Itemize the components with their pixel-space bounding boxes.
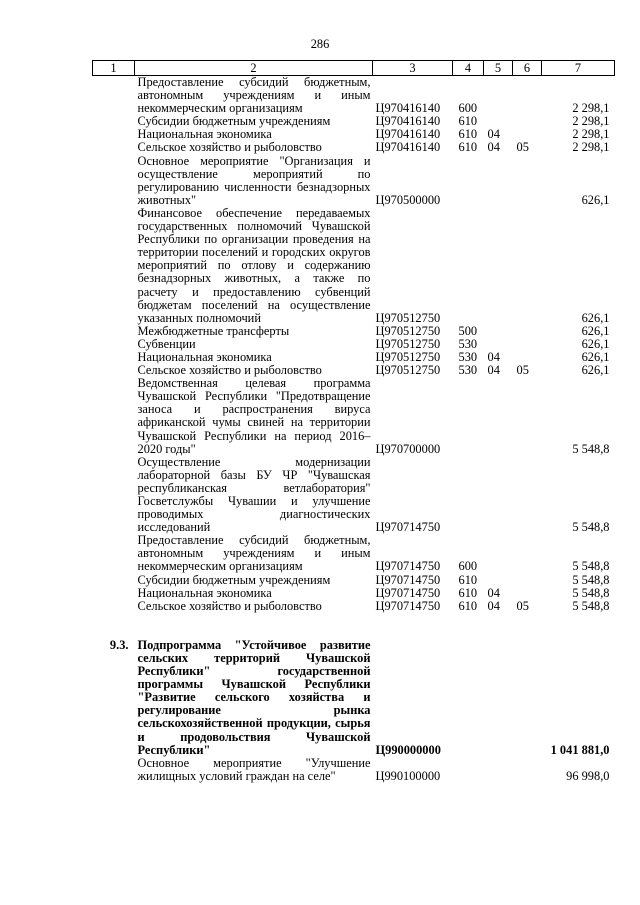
expense-type-cell: 530 — [458, 363, 478, 378]
column-number-header — [93, 61, 615, 76]
amount-cell: 2 298,1 — [572, 101, 610, 116]
item-name-cell: Основное мероприятие "Организация и осуществление мероприятий по регулированию численности безнадзорных животных" — [137, 153, 371, 207]
table-row — [93, 325, 615, 338]
amount-cell: 626,1 — [581, 336, 610, 351]
target-code-cell: Ц970714750 — [375, 520, 441, 535]
item-name-cell: Предоставление субсидий бюджетным, автономным учреждениям и иным некоммерческим организациям — [137, 533, 371, 574]
table-row — [93, 155, 615, 207]
page-number: 286 — [310, 37, 330, 51]
section-cell — [484, 534, 513, 573]
section-cell: 04 — [487, 585, 500, 600]
subsection-cell — [513, 338, 542, 351]
expense-type-cell: 600 — [458, 101, 478, 116]
row-number-cell — [93, 141, 135, 154]
expense-type-cell — [453, 155, 484, 207]
table-row — [93, 456, 615, 535]
item-name-cell: Субсидии бюджетным учреждениям — [137, 114, 331, 129]
col-header-7: 7 — [542, 61, 615, 76]
expense-type-cell: 530 — [458, 336, 478, 351]
row-number-cell — [93, 574, 135, 587]
expense-type-cell — [453, 456, 484, 535]
table-row — [93, 207, 615, 325]
amount-cell: 2 298,1 — [572, 127, 610, 142]
section-cell — [484, 574, 513, 587]
target-code-cell: Ц990000000 — [375, 742, 441, 757]
subsection-cell — [513, 325, 542, 338]
item-name-cell: Подпрограмма "Устойчивое развитие сельских территорий Чувашской Республики" государственной программы Чувашской Республики "Развитие сельского хозяйства и регулирование рынка сельскохозяйственной продукции, сырья и продовольствия Чувашской Республики" — [137, 637, 371, 757]
section-cell — [484, 639, 513, 757]
subsection-cell — [513, 456, 542, 535]
target-code-cell: Ц970416140 — [375, 140, 441, 155]
subsection-cell — [513, 574, 542, 587]
target-code-cell: Ц970512750 — [375, 363, 441, 378]
table-row — [93, 574, 615, 587]
budget-table — [92, 60, 615, 783]
target-code-cell: Ц970714750 — [375, 585, 441, 600]
row-number-cell: 9.3. — [109, 637, 129, 652]
section-cell: 04 — [487, 140, 500, 155]
target-code-cell: Ц970714750 — [375, 572, 441, 587]
table-row — [93, 377, 615, 456]
section-cell — [484, 325, 513, 338]
table-body — [93, 76, 615, 783]
item-name-cell: Осуществление модернизации лабораторной базы БУ ЧР "Чувашская республиканская ветлаборатория" Госветслужбы Чувашии и улучшение проводимых диагностических исследований — [137, 454, 371, 535]
section-cell: 04 — [487, 349, 500, 364]
amount-cell: 5 548,8 — [572, 572, 610, 587]
row-number-cell — [93, 325, 135, 338]
row-number-cell — [93, 757, 135, 783]
section-cell — [484, 757, 513, 783]
section-cell — [484, 76, 513, 116]
target-code-cell: Ц970714750 — [375, 598, 441, 613]
row-number-cell — [93, 534, 135, 573]
target-code-cell: Ц970714750 — [375, 559, 441, 574]
row-number-cell — [93, 351, 135, 364]
subsection-cell — [513, 587, 542, 600]
item-name-cell: Предоставление субсидий бюджетным, автономным учреждениям и иным некоммерческим организациям — [137, 75, 371, 116]
expense-type-cell — [453, 639, 484, 757]
row-number-cell — [93, 364, 135, 377]
target-code-cell: Ц970416140 — [375, 127, 441, 142]
amount-cell: 5 548,8 — [572, 441, 610, 456]
item-name-cell: Сельское хозяйство и рыболовство — [137, 598, 322, 613]
expense-type-cell: 610 — [458, 572, 478, 587]
col-header-6: 6 — [513, 61, 542, 76]
target-code-cell: Ц970512750 — [375, 336, 441, 351]
amount-cell: 5 548,8 — [572, 585, 610, 600]
subsection-cell — [513, 639, 542, 757]
expense-type-cell — [453, 207, 484, 325]
subsection-cell — [513, 757, 542, 783]
table-row — [93, 76, 615, 116]
amount-cell: 2 298,1 — [572, 114, 610, 129]
expense-type-cell: 610 — [458, 140, 478, 155]
row-number-cell — [93, 115, 135, 128]
amount-cell: 5 548,8 — [572, 559, 610, 574]
amount-cell: 626,1 — [581, 310, 610, 325]
row-number-cell — [93, 76, 135, 116]
subsection-cell — [513, 76, 542, 116]
table-row — [93, 587, 615, 600]
section-cell — [484, 456, 513, 535]
item-name-cell: Национальная экономика — [137, 349, 272, 364]
section-cell — [484, 338, 513, 351]
amount-cell: 5 548,8 — [572, 598, 610, 613]
subsection-cell — [513, 207, 542, 325]
subsection-cell — [513, 155, 542, 207]
expense-type-cell: 610 — [458, 127, 478, 142]
target-code-cell: Ц990100000 — [375, 768, 441, 783]
subsection-cell — [513, 534, 542, 573]
expense-type-cell: 610 — [458, 598, 478, 613]
table-row — [93, 639, 615, 757]
table-row — [93, 757, 615, 783]
col-header-4: 4 — [453, 61, 484, 76]
item-name-cell: Сельское хозяйство и рыболовство — [137, 363, 322, 378]
col-header-5: 5 — [484, 61, 513, 76]
row-number-cell — [93, 155, 135, 207]
row-number-cell — [93, 456, 135, 535]
spacer-cell — [93, 613, 615, 639]
target-code-cell: Ц970416140 — [375, 114, 441, 129]
section-cell — [484, 155, 513, 207]
expense-type-cell: 500 — [458, 323, 478, 338]
item-name-cell: Межбюджетные трансферты — [137, 323, 290, 338]
subsection-cell: 05 — [516, 140, 529, 155]
expense-type-cell: 610 — [458, 114, 478, 129]
section-cell — [484, 377, 513, 456]
spacer-row — [93, 613, 615, 639]
amount-cell: 2 298,1 — [572, 140, 610, 155]
amount-cell: 626,1 — [581, 363, 610, 378]
item-name-cell: Ведомственная целевая программа Чувашской Республики "Предотвращение заноса и распространения вируса африканской чумы свиней на территории Чувашской Республики на период 2016–2020 годы" — [137, 376, 371, 456]
col-header-2: 2 — [135, 61, 373, 76]
item-name-cell: Финансовое обеспечение передаваемых государственных полномочий Чувашской Республики по организации проведения на территории поселений и городских округов мероприятий по отлову и содержанию безнадзорных животных, а также по расчету и предоставлению субвенций бюджетам поселений на осуществление указанных полномочий — [137, 205, 371, 325]
row-number-cell — [93, 587, 135, 600]
col-header-1: 1 — [93, 61, 135, 76]
row-number-cell — [93, 128, 135, 141]
table-row — [93, 534, 615, 573]
item-name-cell: Сельское хозяйство и рыболовство — [137, 140, 322, 155]
subsection-cell — [513, 377, 542, 456]
expense-type-cell: 530 — [458, 349, 478, 364]
item-name-cell: Субвенции — [137, 336, 196, 351]
section-cell: 04 — [487, 363, 500, 378]
item-name-cell: Основное мероприятие "Улучшение жилищных условий граждан на селе" — [137, 755, 371, 783]
subsection-cell — [513, 115, 542, 128]
target-code-cell: Ц970416140 — [375, 101, 441, 116]
amount-cell: 626,1 — [581, 349, 610, 364]
expense-type-cell — [453, 377, 484, 456]
table-row — [93, 600, 615, 613]
amount-cell: 626,1 — [581, 192, 610, 207]
target-code-cell: Ц970500000 — [375, 192, 441, 207]
amount-cell: 1 041 881,0 — [550, 742, 610, 757]
target-code-cell: Ц970512750 — [375, 323, 441, 338]
expense-type-cell: 600 — [458, 559, 478, 574]
section-cell: 04 — [487, 127, 500, 142]
row-number-cell — [93, 338, 135, 351]
row-number-cell — [93, 207, 135, 325]
row-number-cell — [93, 600, 135, 613]
target-code-cell: Ц970512750 — [375, 310, 441, 325]
target-code-cell: Ц970512750 — [375, 349, 441, 364]
table-row — [93, 141, 615, 154]
amount-cell: 5 548,8 — [572, 520, 610, 535]
subsection-cell: 05 — [516, 598, 529, 613]
section-cell — [484, 207, 513, 325]
item-name-cell: Субсидии бюджетным учреждениям — [137, 572, 331, 587]
expense-type-cell: 610 — [458, 585, 478, 600]
row-number-cell — [93, 377, 135, 456]
col-header-3: 3 — [373, 61, 453, 76]
target-code-cell: Ц970700000 — [375, 441, 441, 456]
subsection-cell: 05 — [516, 363, 529, 378]
expense-type-cell — [453, 757, 484, 783]
item-name-cell: Национальная экономика — [137, 585, 272, 600]
amount-cell: 96 998,0 — [566, 768, 610, 783]
table-row — [93, 338, 615, 351]
item-name-cell: Национальная экономика — [137, 127, 272, 142]
section-cell: 04 — [487, 598, 500, 613]
amount-cell: 626,1 — [581, 323, 610, 338]
